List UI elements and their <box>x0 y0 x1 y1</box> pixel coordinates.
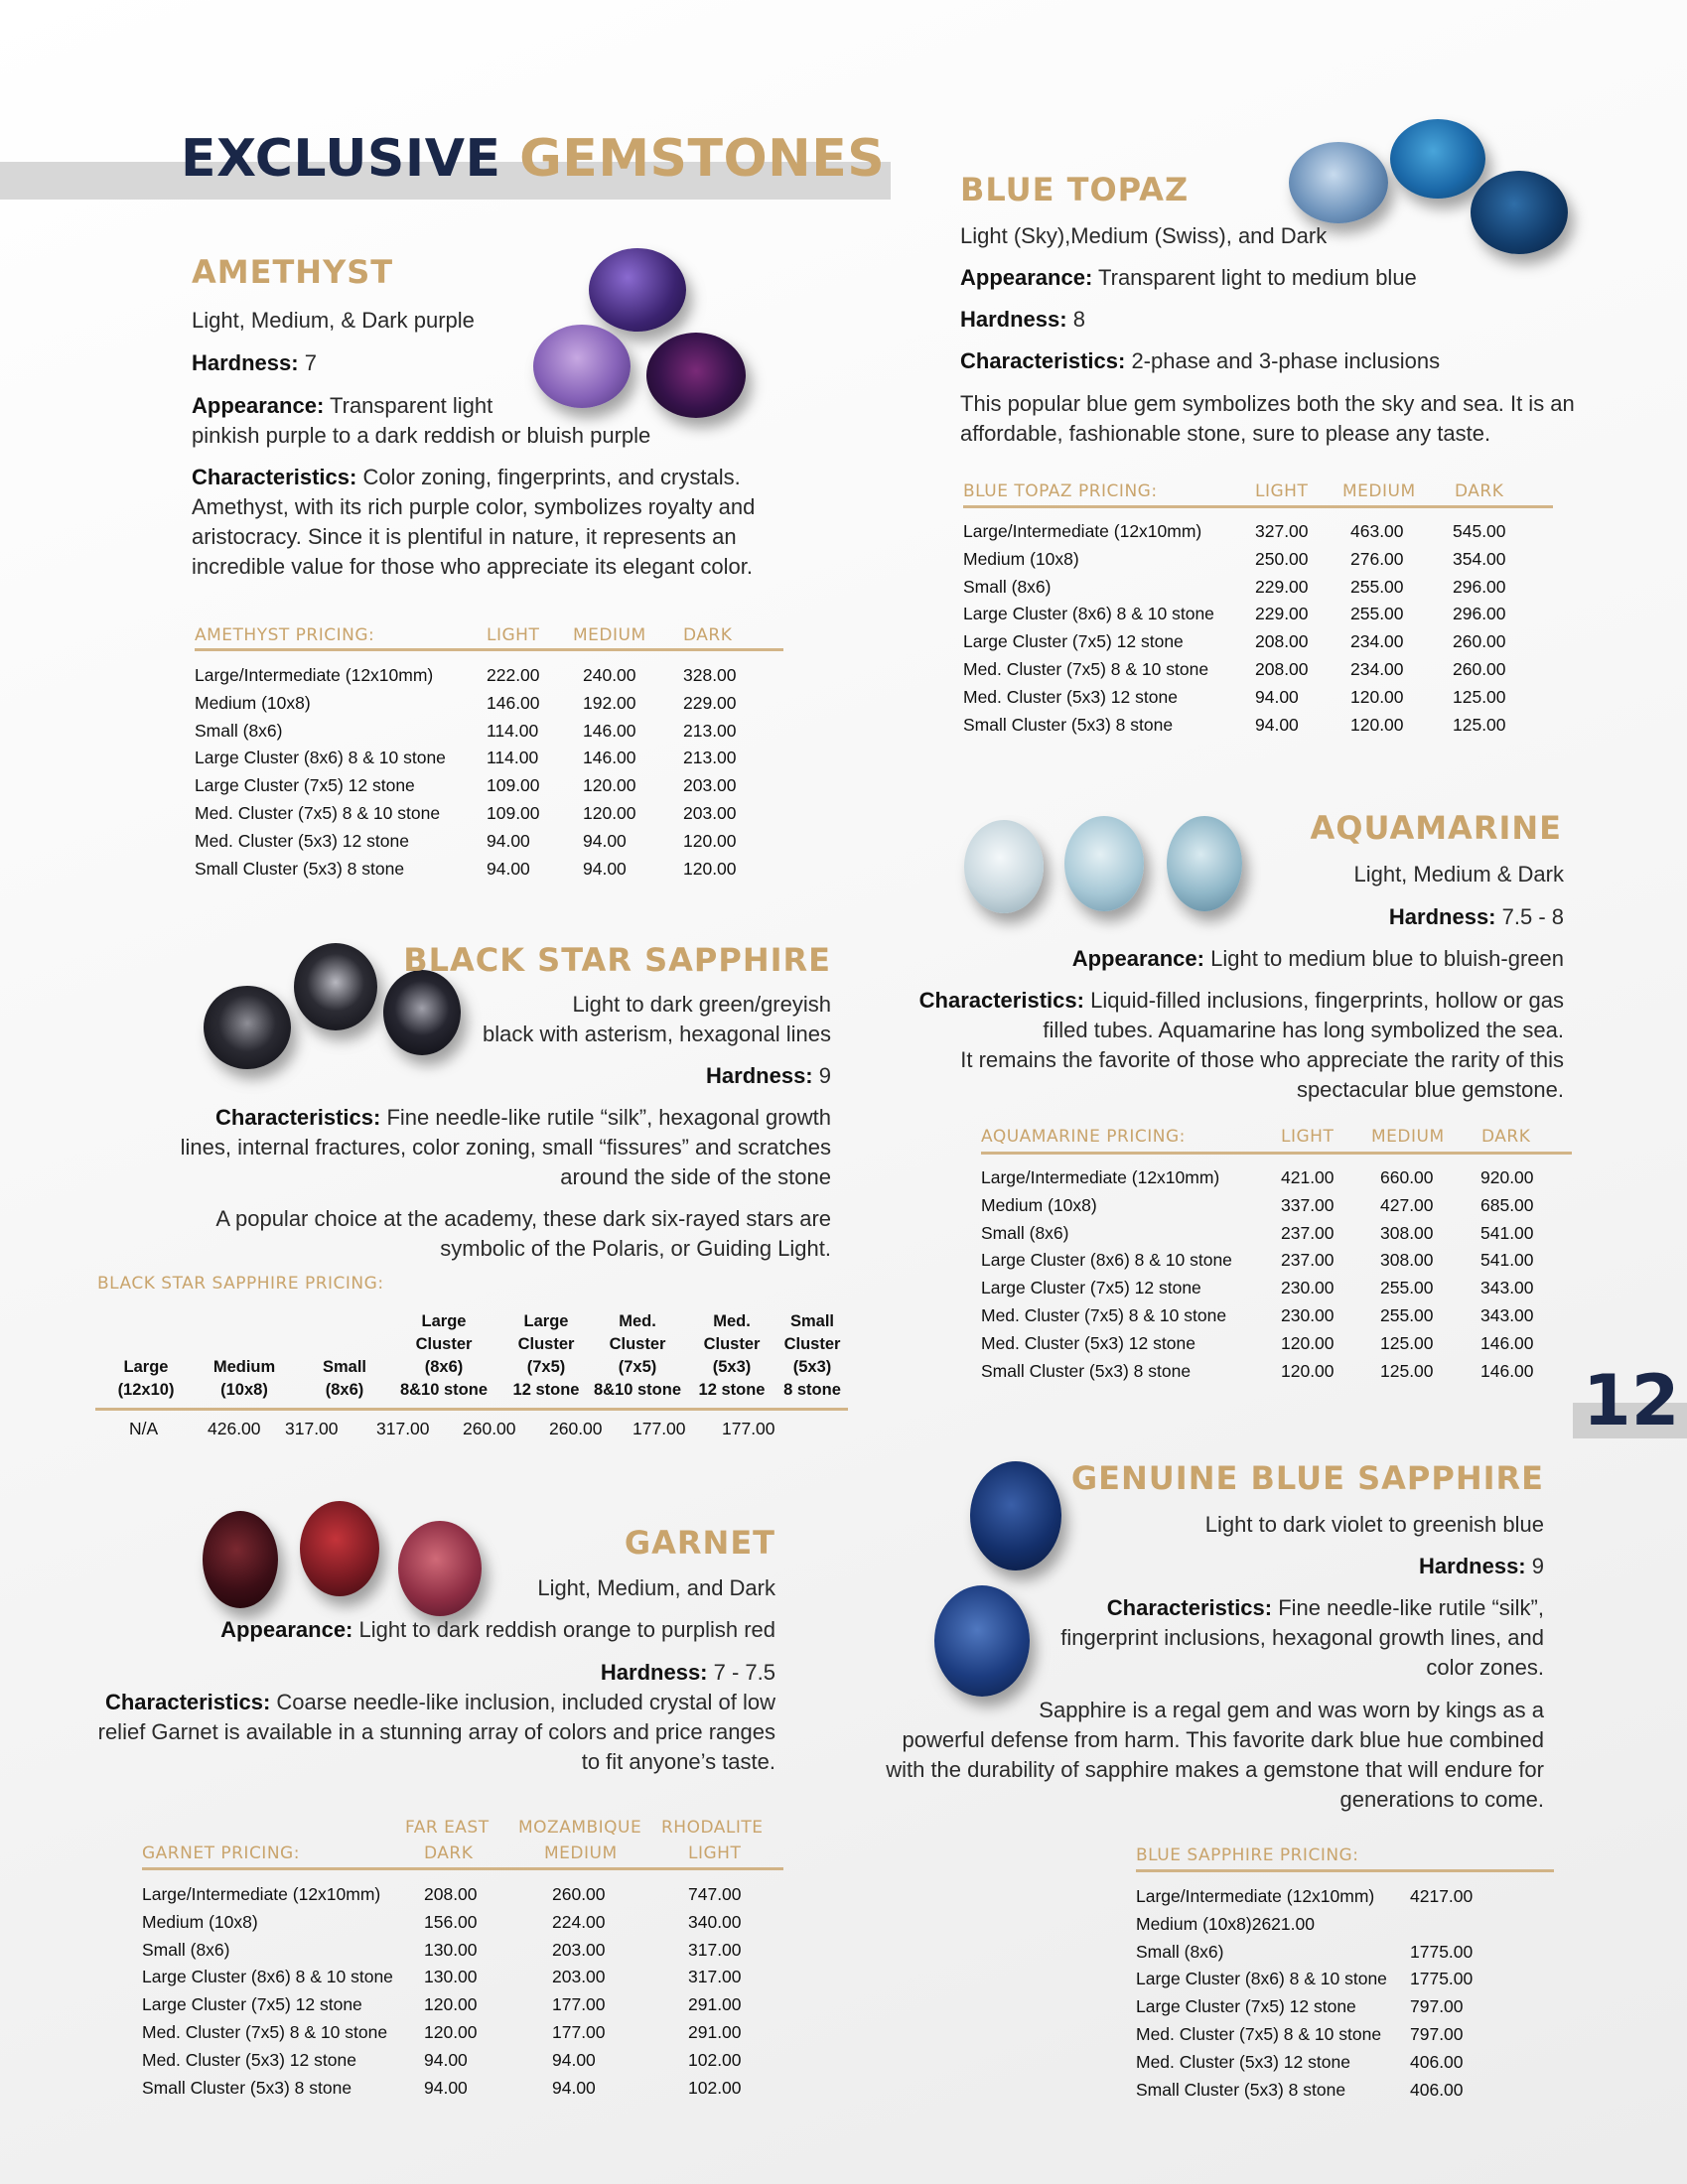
table-row-label: Large/Intermediate (12x10mm) <box>142 1884 381 1904</box>
table-cell-price: 156.00 <box>424 1911 478 1932</box>
aquamarine-stone-dark <box>1167 816 1242 911</box>
table-cell-price: 1775.00 <box>1410 1941 1474 1962</box>
black-star-price: 260.00 <box>463 1419 516 1438</box>
black-star-column-header: Large Cluster (8x6) 8&10 stone <box>399 1312 489 1399</box>
table-cell-price: 296.00 <box>1453 604 1506 624</box>
table-cell-price: 541.00 <box>1480 1250 1534 1271</box>
table-cell-price: 130.00 <box>424 1967 478 1987</box>
table-cell-price: 94.00 <box>583 858 627 879</box>
black-star-stone-1 <box>204 986 291 1069</box>
table-cell-price: 255.00 <box>1350 604 1404 624</box>
table-cell-price: 109.00 <box>487 775 540 796</box>
table-cell-price: 203.00 <box>552 1939 606 1960</box>
blue-topaz-stone-light <box>1289 142 1388 223</box>
table-cell-price: 260.00 <box>1453 659 1506 679</box>
table-cell-price: 120.00 <box>1281 1360 1335 1381</box>
table-cell-price: 255.00 <box>1350 576 1404 597</box>
black-star-price: 426.00 <box>208 1419 261 1438</box>
table-row-label: Medium (10x8) <box>963 548 1079 569</box>
black-star-stone-2 <box>294 943 377 1030</box>
blue-topaz-title: BLUE TOPAZ <box>960 171 1190 208</box>
table-cell-price: 343.00 <box>1480 1305 1534 1325</box>
amethyst-col-medium: MEDIUM <box>573 625 646 645</box>
table-cell-price: 94.00 <box>583 830 627 851</box>
table-cell-price: 125.00 <box>1453 686 1506 707</box>
table-cell-price: 797.00 <box>1410 2024 1464 2044</box>
table-cell-price: 208.00 <box>1255 631 1309 652</box>
garnet-hardness: Hardness: 7 - 7.5 <box>600 1660 775 1685</box>
table-row-label: Med. Cluster (7x5) 8 & 10 stone <box>195 803 441 823</box>
table-cell-price: 94.00 <box>552 2049 596 2070</box>
table-row-label: Small (8x6) <box>963 576 1052 597</box>
table-cell-price: 120.00 <box>583 775 636 796</box>
table-cell-price: 234.00 <box>1350 659 1404 679</box>
page-title-gemstones: GEMSTONES <box>519 129 886 189</box>
table-cell-price: 192.00 <box>583 692 636 713</box>
table-row-label: Large/Intermediate (12x10mm) <box>1136 1886 1375 1906</box>
table-cell-price: 328.00 <box>683 665 737 685</box>
table-row-label: Small Cluster (5x3) 8 stone <box>981 1360 1192 1381</box>
table-cell-price: 213.00 <box>683 720 737 741</box>
garnet-pricing-header: GARNET PRICING: <box>142 1843 300 1863</box>
garnet-stone-light <box>398 1521 482 1616</box>
table-cell-price: 125.00 <box>1380 1360 1434 1381</box>
table-cell-price: 427.00 <box>1380 1194 1434 1215</box>
blue-sapphire-hardness: Hardness: 9 <box>1419 1554 1544 1578</box>
black-star-hardness: Hardness: 9 <box>706 1063 831 1088</box>
table-cell-price: 102.00 <box>688 2077 742 2098</box>
table-cell-price: 276.00 <box>1350 548 1404 569</box>
table-cell-price: 747.00 <box>688 1884 742 1904</box>
aquamarine-stone-light <box>964 820 1044 913</box>
black-star-price: 317.00 <box>285 1419 339 1438</box>
table-cell-price: 208.00 <box>424 1884 478 1904</box>
table-cell-price: 120.00 <box>1350 686 1404 707</box>
table-cell-price: 229.00 <box>1255 576 1309 597</box>
table-cell-price: 291.00 <box>688 2022 742 2042</box>
table-cell-price: 94.00 <box>487 830 530 851</box>
table-cell-price: 255.00 <box>1380 1305 1434 1325</box>
table-row-label: Large/Intermediate (12x10mm) <box>195 665 434 685</box>
table-cell-price: 177.00 <box>552 2022 606 2042</box>
blue-topaz-hardness: Hardness: 8 <box>960 307 1085 332</box>
blue-topaz-pricing-header: BLUE TOPAZ PRICING: <box>963 481 1158 501</box>
table-cell-price: 203.00 <box>683 803 737 823</box>
table-cell-price: 260.00 <box>1453 631 1506 652</box>
table-cell-price: 203.00 <box>683 775 737 796</box>
aquamarine-hardness: Hardness: 7.5 - 8 <box>1388 904 1564 929</box>
table-cell-price: 317.00 <box>688 1939 742 1960</box>
table-row-label: Med. Cluster (5x3) 12 stone <box>981 1332 1195 1353</box>
table-cell-price: 114.00 <box>487 748 539 768</box>
page-number: 12 <box>1583 1360 1680 1441</box>
aquamarine-col-light: LIGHT <box>1281 1127 1335 1147</box>
table-cell-price: 296.00 <box>1453 576 1506 597</box>
amethyst-hardness: Hardness: 7 <box>192 350 317 375</box>
amethyst-appearance: Appearance: Transparent light pinkish purple to a dark reddish or bluish purple <box>192 393 651 448</box>
aquamarine-pricing-header: AQUAMARINE PRICING: <box>981 1127 1186 1147</box>
aquamarine-appearance: Appearance: Light to medium blue to bluish-green <box>1071 946 1564 971</box>
table-row-label: Med. Cluster (5x3) 12 stone <box>195 830 409 851</box>
table-cell-price: 230.00 <box>1281 1278 1335 1298</box>
blue-sapphire-stone-2 <box>934 1585 1030 1697</box>
black-star-title: BLACK STAR SAPPHIRE <box>403 941 831 979</box>
blue-topaz-col-medium: MEDIUM <box>1342 481 1416 501</box>
table-cell-price: 237.00 <box>1281 1250 1335 1271</box>
table-cell-price: 94.00 <box>424 2077 468 2098</box>
amethyst-stone-dark <box>646 333 746 418</box>
table-row-label: Small (8x6) <box>142 1939 230 1960</box>
table-cell-price: 146.00 <box>583 748 636 768</box>
table-cell-price: 146.00 <box>1480 1332 1534 1353</box>
table-cell-price: 102.00 <box>688 2049 742 2070</box>
garnet-col-medium: MEDIUM <box>544 1843 618 1863</box>
black-star-price: N/A <box>129 1419 159 1438</box>
table-cell-price: 125.00 <box>1453 714 1506 735</box>
blue-topaz-stone-dark <box>1471 171 1568 254</box>
table-cell-price: 177.00 <box>552 1994 606 2015</box>
table-cell-price: 260.00 <box>552 1884 606 1904</box>
blue-topaz-appearance: Appearance: Transparent light to medium blue <box>960 265 1417 290</box>
garnet-col-dark: DARK <box>424 1843 474 1863</box>
table-row-label: Large Cluster (8x6) 8 & 10 stone <box>981 1250 1232 1271</box>
table-cell-price: 406.00 <box>1410 2079 1464 2100</box>
black-star-description: A popular choice at the academy, these dark six-rayed stars are symbolic of the Polaris, or Guiding Light. <box>215 1206 831 1261</box>
table-row-label: Large Cluster (7x5) 12 stone <box>1136 1996 1356 2017</box>
blue-sapphire-title: GENUINE BLUE SAPPHIRE <box>1070 1459 1544 1497</box>
page-title-exclusive: EXCLUSIVE <box>181 129 501 189</box>
table-cell-price: 94.00 <box>1255 686 1299 707</box>
table-cell-price: 545.00 <box>1453 521 1506 541</box>
aquamarine-title: AQUAMARINE <box>1310 809 1562 847</box>
table-cell-price: 109.00 <box>487 803 540 823</box>
table-cell-price: 224.00 <box>552 1911 606 1932</box>
table-cell-price: 250.00 <box>1255 548 1309 569</box>
garnet-col-rhodalite: RHODALITE <box>661 1818 764 1838</box>
table-cell-price: 337.00 <box>1281 1194 1335 1215</box>
black-star-stone-3 <box>383 970 461 1055</box>
table-row-label: Large Cluster (7x5) 12 stone <box>981 1278 1201 1298</box>
table-cell-price: 343.00 <box>1480 1278 1534 1298</box>
table-cell-price: 120.00 <box>424 2022 478 2042</box>
blue-sapphire-description: Sapphire is a regal gem and was worn by kings as a powerful defense from harm. This favorite dark blue hue combined with the durability of sapphire makes a gemstone that will endure for generations to come. <box>886 1698 1544 1812</box>
table-row-label: Large Cluster (7x5) 12 stone <box>963 631 1184 652</box>
black-star-price: 177.00 <box>633 1419 686 1438</box>
table-cell-price: 317.00 <box>688 1967 742 1987</box>
aquamarine-pricing-rule <box>981 1152 1572 1155</box>
table-cell-price: 421.00 <box>1281 1167 1335 1187</box>
table-row-label: Medium (10x8) <box>981 1194 1097 1215</box>
blue-sapphire-shades: Light to dark violet to greenish blue <box>1204 1512 1544 1537</box>
table-row-label: Med. Cluster (5x3) 12 stone <box>142 2049 356 2070</box>
table-row-label: Medium (10x8)2621.00 <box>1136 1913 1315 1934</box>
table-cell-price: 308.00 <box>1380 1222 1434 1243</box>
garnet-col-mozambique: MOZAMBIQUE <box>518 1818 642 1838</box>
black-star-column-header: Small Cluster (5x3) 8 stone <box>783 1312 841 1399</box>
blue-sapphire-pricing-rule <box>1136 1869 1554 1872</box>
table-cell-price: 230.00 <box>1281 1305 1335 1325</box>
blue-sapphire-pricing-header: BLUE SAPPHIRE PRICING: <box>1136 1845 1359 1865</box>
table-cell-price: 208.00 <box>1255 659 1309 679</box>
table-cell-price: 229.00 <box>1255 604 1309 624</box>
black-star-column-header: Med. Cluster (7x5) 8&10 stone <box>593 1312 682 1399</box>
table-cell-price: 146.00 <box>583 720 636 741</box>
black-star-shades: Light to dark green/greyish black with asterism, hexagonal lines <box>483 992 831 1046</box>
amethyst-pricing-rule <box>195 648 783 651</box>
aquamarine-shades: Light, Medium & Dark <box>1353 862 1564 887</box>
table-cell-price: 120.00 <box>683 858 737 879</box>
blue-topaz-pricing-rule <box>963 505 1553 508</box>
table-row-label: Medium (10x8) <box>195 692 311 713</box>
table-cell-price: 120.00 <box>583 803 636 823</box>
table-cell-price: 120.00 <box>424 1994 478 2015</box>
table-row-label: Small (8x6) <box>981 1222 1069 1243</box>
garnet-col-light: LIGHT <box>688 1843 742 1863</box>
table-cell-price: 229.00 <box>683 692 737 713</box>
table-row-label: Large Cluster (8x6) 8 & 10 stone <box>142 1967 393 1987</box>
amethyst-shades: Light, Medium, & Dark purple <box>192 308 475 333</box>
table-row-label: Large/Intermediate (12x10mm) <box>981 1167 1220 1187</box>
table-cell-price: 222.00 <box>487 665 540 685</box>
table-row-label: Med. Cluster (7x5) 8 & 10 stone <box>963 659 1209 679</box>
table-cell-price: 920.00 <box>1480 1167 1534 1187</box>
blue-topaz-col-light: LIGHT <box>1255 481 1309 501</box>
garnet-col-fareast: FAR EAST <box>405 1818 490 1838</box>
table-cell-price: 130.00 <box>424 1939 478 1960</box>
black-star-pricing-header: BLACK STAR SAPPHIRE PRICING: <box>97 1274 384 1294</box>
black-star-column-header: Large Cluster (7x5) 12 stone <box>512 1312 580 1399</box>
amethyst-col-light: LIGHT <box>487 625 540 645</box>
table-row-label: Small Cluster (5x3) 8 stone <box>1136 2079 1346 2100</box>
table-cell-price: 146.00 <box>1480 1360 1534 1381</box>
table-row-label: Small (8x6) <box>1136 1941 1224 1962</box>
table-row-label: Med. Cluster (7x5) 8 & 10 stone <box>981 1305 1227 1325</box>
garnet-appearance: Appearance: Light to dark reddish orange to purplish red <box>220 1617 775 1642</box>
garnet-stone-medium <box>300 1501 379 1596</box>
table-row-label: Large Cluster (8x6) 8 & 10 stone <box>195 748 446 768</box>
black-star-price: 260.00 <box>549 1419 603 1438</box>
table-cell-price: 94.00 <box>424 2049 468 2070</box>
table-row-label: Medium (10x8) <box>142 1911 258 1932</box>
table-row-label: Large Cluster (7x5) 12 stone <box>142 1994 362 2015</box>
table-cell-price: 255.00 <box>1380 1278 1434 1298</box>
black-star-characteristics: Characteristics: Fine needle-like rutile “silk”, hexagonal growth lines, internal fractures, color zoning, small “fissures” and scratches around the side of the stone <box>180 1105 831 1189</box>
table-row-label: Med. Cluster (7x5) 8 & 10 stone <box>142 2022 388 2042</box>
table-cell-price: 94.00 <box>487 858 530 879</box>
table-cell-price: 125.00 <box>1380 1332 1434 1353</box>
table-cell-price: 685.00 <box>1480 1194 1534 1215</box>
garnet-title: GARNET <box>624 1524 775 1562</box>
table-cell-price: 354.00 <box>1453 548 1506 569</box>
table-cell-price: 463.00 <box>1350 521 1404 541</box>
amethyst-col-dark: DARK <box>683 625 733 645</box>
table-cell-price: 406.00 <box>1410 2051 1464 2072</box>
black-star-price: 177.00 <box>722 1419 775 1438</box>
table-row-label: Small Cluster (5x3) 8 stone <box>142 2077 352 2098</box>
table-cell-price: 291.00 <box>688 1994 742 2015</box>
table-cell-price: 234.00 <box>1350 631 1404 652</box>
aquamarine-col-medium: MEDIUM <box>1371 1127 1445 1147</box>
table-cell-price: 541.00 <box>1480 1222 1534 1243</box>
table-row-label: Large Cluster (8x6) 8 & 10 stone <box>963 604 1214 624</box>
table-cell-price: 1775.00 <box>1410 1969 1474 1989</box>
blue-topaz-characteristics: Characteristics: 2-phase and 3-phase inclusions <box>960 348 1441 373</box>
blue-topaz-stone-medium <box>1390 119 1485 199</box>
blue-topaz-description: This popular blue gem symbolizes both the sky and sea. It is an affordable, fashionable stone, sure to please any taste. <box>960 391 1575 446</box>
table-row-label: Small (8x6) <box>195 720 283 741</box>
table-cell-price: 146.00 <box>487 692 540 713</box>
table-cell-price: 340.00 <box>688 1911 742 1932</box>
table-cell-price: 94.00 <box>1255 714 1299 735</box>
table-cell-price: 120.00 <box>683 830 737 851</box>
table-row-label: Large Cluster (8x6) 8 & 10 stone <box>1136 1969 1387 1989</box>
table-cell-price: 797.00 <box>1410 1996 1464 2017</box>
table-cell-price: 120.00 <box>1281 1332 1335 1353</box>
table-cell-price: 327.00 <box>1255 521 1309 541</box>
table-cell-price: 94.00 <box>552 2077 596 2098</box>
table-cell-price: 240.00 <box>583 665 636 685</box>
table-cell-price: 203.00 <box>552 1967 606 1987</box>
black-star-price: 317.00 <box>376 1419 430 1438</box>
black-star-pricing-rule <box>95 1408 848 1411</box>
garnet-stone-dark <box>203 1511 278 1608</box>
table-cell-price: 213.00 <box>683 748 737 768</box>
black-star-column-header: Med. Cluster (5x3) 12 stone <box>698 1312 766 1399</box>
blue-topaz-shades: Light (Sky),Medium (Swiss), and Dark <box>960 223 1328 248</box>
table-cell-price: 308.00 <box>1380 1250 1434 1271</box>
blue-sapphire-characteristics: Characteristics: Fine needle-like rutile “silk”, fingerprint inclusions, hexagonal growth lines, and color zones. <box>1060 1595 1544 1680</box>
table-row-label: Med. Cluster (5x3) 12 stone <box>963 686 1178 707</box>
page-title <box>181 129 885 189</box>
blue-sapphire-stone-1 <box>970 1461 1061 1570</box>
table-row-label: Med. Cluster (5x3) 12 stone <box>1136 2051 1350 2072</box>
table-cell-price: 120.00 <box>1350 714 1404 735</box>
table-row-label: Large Cluster (7x5) 12 stone <box>195 775 415 796</box>
aquamarine-col-dark: DARK <box>1481 1127 1531 1147</box>
blue-topaz-col-dark: DARK <box>1455 481 1504 501</box>
garnet-shades: Light, Medium, and Dark <box>537 1575 775 1600</box>
table-row-label: Large/Intermediate (12x10mm) <box>963 521 1202 541</box>
amethyst-characteristics: Characteristics: Color zoning, fingerprints, and crystals. Amethyst, with its rich purple color, symbolizes royalty and aristocracy. Since it is plentiful in nature, it represents an incredible value for those who appreciate its elegant color. <box>192 465 756 579</box>
aquamarine-characteristics: Characteristics: Liquid-filled inclusions, fingerprints, hollow or gas filled tubes. Aquamarine has long symbolized the sea. It remains the favorite of those who appreciate the rarity of this spectacular blue gemstone. <box>918 988 1564 1102</box>
table-cell-price: 114.00 <box>487 720 539 741</box>
aquamarine-stone-medium <box>1064 816 1144 911</box>
amethyst-stone-medium <box>589 248 686 332</box>
table-row-label: Small Cluster (5x3) 8 stone <box>963 714 1174 735</box>
amethyst-pricing-header: AMETHYST PRICING: <box>195 625 375 645</box>
table-row-label: Med. Cluster (7x5) 8 & 10 stone <box>1136 2024 1382 2044</box>
garnet-characteristics: Characteristics: Coarse needle-like inclusion, included crystal of low relief Garnet is available in a stunning array of colors and price ranges to fit anyone’s taste. <box>97 1690 775 1774</box>
black-star-column-header: Medium (10x8) <box>212 1358 276 1399</box>
table-cell-price: 660.00 <box>1380 1167 1434 1187</box>
table-row-label: Small Cluster (5x3) 8 stone <box>195 858 405 879</box>
table-cell-price: 4217.00 <box>1410 1886 1474 1906</box>
black-star-column-header: Large (12x10) <box>117 1358 175 1399</box>
amethyst-title: AMETHYST <box>192 253 394 291</box>
black-star-column-header: Small (8x6) <box>322 1358 367 1399</box>
table-cell-price: 237.00 <box>1281 1222 1335 1243</box>
garnet-pricing-rule <box>142 1867 783 1870</box>
